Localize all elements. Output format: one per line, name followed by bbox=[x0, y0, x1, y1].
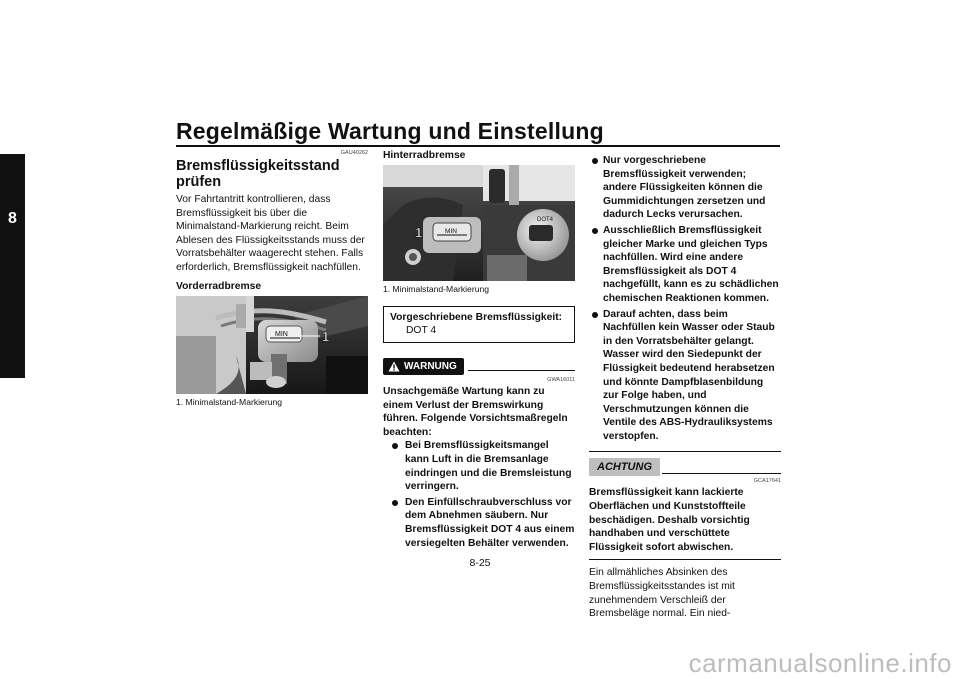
cap-label: DOT4 bbox=[537, 217, 554, 223]
bullet-icon bbox=[392, 500, 398, 506]
min-marking-label: MIN bbox=[275, 330, 288, 338]
chapter-tab bbox=[0, 154, 25, 378]
warning-bullet: Den Einfüllschraubverschluss vor dem Abnehmen säubern. Nur Bremsflüssigkeit DOT 4 aus einem versiegelten Behälter verwenden. bbox=[383, 496, 575, 550]
warning-label bbox=[383, 358, 464, 375]
header-rule bbox=[176, 145, 780, 147]
notice-header bbox=[589, 458, 781, 476]
spec-box bbox=[383, 306, 575, 343]
warning-triangle-icon bbox=[388, 361, 400, 372]
bullet-icon bbox=[592, 228, 598, 234]
bullet-icon bbox=[592, 312, 598, 318]
min-marking-label: MIN bbox=[445, 228, 457, 235]
page-header-title: Regelmäßige Wartung und Einstellung bbox=[176, 118, 604, 144]
spec-title: Vorgeschriebene Bremsflüssigkeit: bbox=[390, 312, 563, 323]
section-code: GAU40262 bbox=[340, 150, 368, 156]
warning-bullet: Bei Bremsflüssigkeitsmangel kann Luft in die Bremsanlage eindringen und die Bremsleistung verringern. bbox=[383, 439, 575, 493]
section-title: Bremsflüssigkeitsstand prüfen bbox=[176, 158, 340, 190]
bullet-icon bbox=[392, 443, 398, 449]
notice-code: GCA17641 bbox=[753, 478, 781, 485]
warning-label-text: WARNUNG bbox=[404, 361, 457, 372]
body-paragraph: Ein allmähliches Absinken des Bremsflüssigkeitsstandes ist mit zunehmendem Verschleiß der Bremsbeläge normal. Ein nied- bbox=[589, 567, 735, 620]
front-brake-heading: Vorderradbremse bbox=[176, 280, 262, 292]
fluid-bullet: Nur vorgeschriebene Bremsflüssigkeit verwenden; andere Flüssigkeiten können die Gummidichtungen zersetzen und dadurch Lecks verursachen. bbox=[589, 154, 781, 222]
notice-text: Bremsflüssigkeit kann lackierte Oberflächen und Kunststoffteile beschädigen. Deshalb vorsichtig handhaben und verschüttete Flüssigkeit sofort abwischen. bbox=[589, 487, 750, 553]
column-right bbox=[589, 150, 781, 621]
rear-brake-photo bbox=[383, 165, 575, 281]
notice-label: ACHTUNG bbox=[589, 458, 660, 476]
front-brake-photo bbox=[176, 296, 368, 394]
warning-header bbox=[383, 358, 575, 375]
page-number: 8-25 bbox=[469, 557, 491, 569]
column-middle bbox=[383, 150, 575, 552]
callout-number: 1 bbox=[322, 328, 330, 344]
intro-paragraph: Vor Fahrtantritt kontrollieren, dass Bremsflüssigkeit bis über die Minimalstand-Markierung reicht. Beim Ablesen des Flüssigkeitsstands muss der Vorratsbehälter waagerecht stehen. Falls erforderlich, Bremsflüssigkeit nachfüllen. bbox=[176, 194, 365, 273]
fluid-bullet: Ausschließlich Bremsflüssigkeit gleicher Marke und gleichen Typs nachfüllen. Wird eine andere Bremsflüssigkeit als DOT 4 nachgefüllt, kann es zu schädlichen chemischen Reaktionen kommen. bbox=[589, 224, 781, 306]
separator-rule bbox=[589, 451, 781, 452]
bullet-icon bbox=[592, 158, 598, 164]
warning-bullet-list bbox=[383, 439, 575, 550]
watermark: carmanualsonline.info bbox=[688, 648, 952, 678]
fluid-bullet: Darauf achten, dass beim Nachfüllen kein Wasser oder Staub in den Vorratsbehälter gelangt. Wasser wird den Siedepunkt der Flüssigkeit bedeutend herabsetzen und könnte Dampfblasenbildung zur Folge haben, und Verschmutzungen können die Ventile des ABS-Hydrauliksystems verstopfen. bbox=[589, 308, 781, 444]
chapter-number: 8 bbox=[8, 210, 17, 227]
callout-number: 1 bbox=[415, 225, 423, 240]
rear-figure-caption: 1. Minimalstand-Markierung bbox=[383, 284, 490, 294]
rear-brake-heading: Hinterradbremse bbox=[383, 150, 466, 161]
fluid-bullet-list bbox=[589, 154, 781, 443]
warning-text: Unsachgemäße Wartung kann zu einem Verlust der Bremswirkung führen. Folgende Vorsichtsmaßregeln beachten: bbox=[383, 386, 568, 438]
front-figure-caption: 1. Minimalstand-Markierung bbox=[176, 396, 283, 407]
spec-value: DOT 4 bbox=[406, 325, 437, 336]
column-left bbox=[176, 150, 368, 407]
warning-code: GWA16011 bbox=[547, 377, 575, 383]
